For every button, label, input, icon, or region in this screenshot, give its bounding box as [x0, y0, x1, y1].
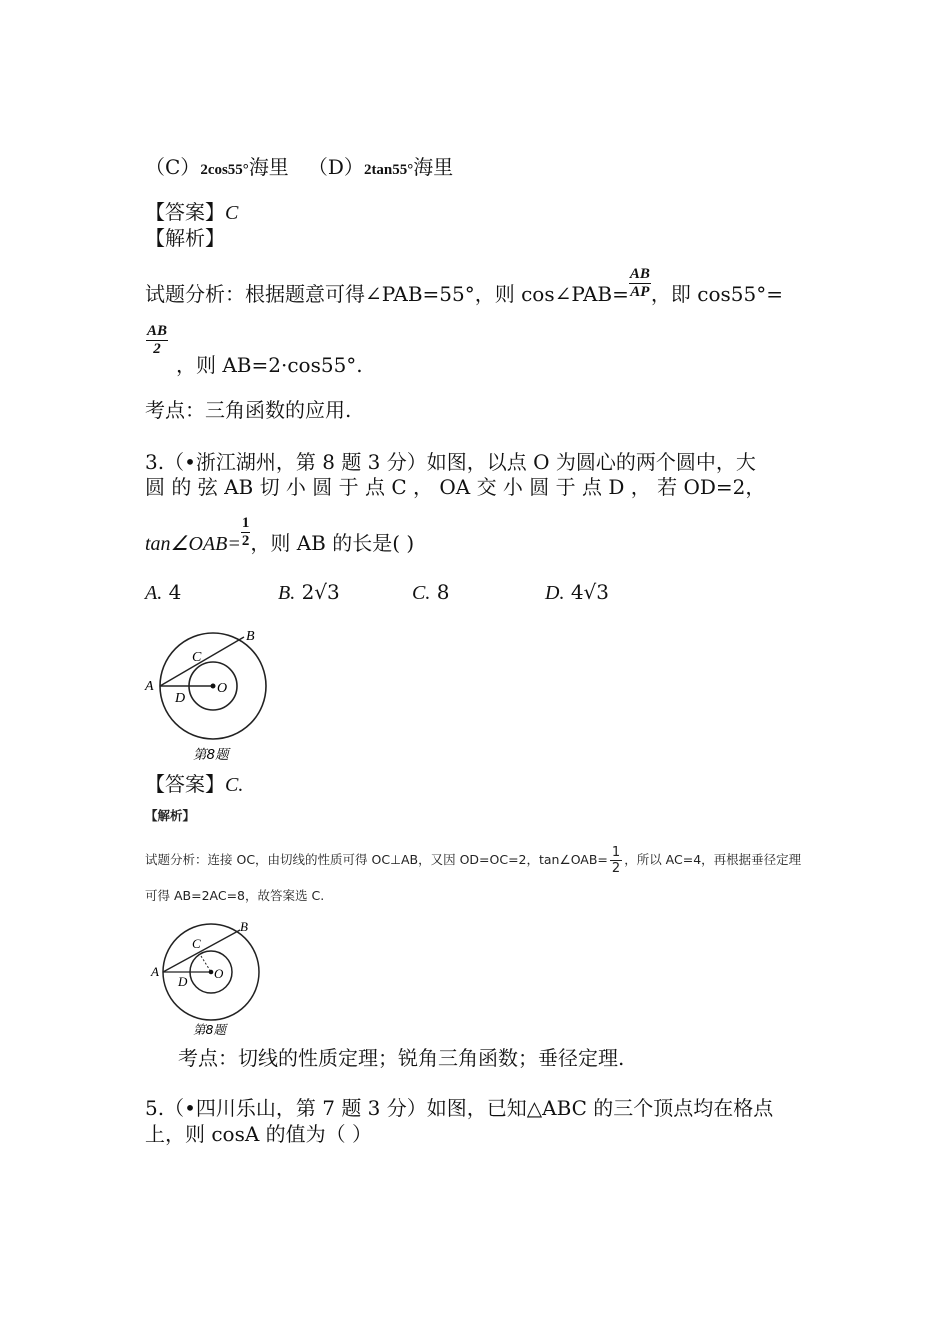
option-d-label: （D） [307, 155, 364, 179]
analysis-text-1b: ，即 cos55°= [650, 282, 783, 306]
fraction-numerator: 1 [241, 515, 250, 531]
q3-line1: 3.（•浙江湖州，第 8 题 3 分）如图，以点 O 为圆心的两个圆中，大 [145, 450, 756, 474]
option-c-unit: 海里 [248, 155, 289, 179]
center-point [211, 684, 216, 689]
fraction-denominator: 2 [153, 341, 161, 357]
q3-line3-b: ，则 AB 的长是( ) [250, 531, 415, 555]
q3-analysis-line2: 可得 AB=2AC=8，故答案选 C. [145, 888, 325, 903]
circles-figure-1 [140, 622, 280, 767]
chord-ab [160, 637, 244, 686]
q2-analysis-line1 [145, 266, 783, 313]
point-label-c: C [192, 650, 202, 665]
chord-ab [163, 930, 240, 972]
figure-caption: 第8题 [193, 747, 229, 763]
circles-figure-2 [148, 916, 278, 1041]
q3-kaodian: 考点：切线的性质定理；锐角三角函数；垂径定理. [178, 1046, 625, 1070]
q3-line2: 圆 的 弦 AB 切 小 圆 于 点 C ， OA 交 小 圆 于 点 D ， 若 OD=2， [145, 475, 766, 499]
point-label-b: B [240, 919, 248, 934]
answer-value: C [225, 202, 239, 224]
fraction-denominator: 2 [241, 533, 250, 549]
q5-line1: 5.（•四川乐山，第 7 题 3 分）如图，已知△ABC 的三个顶点均在格点 [145, 1096, 774, 1120]
q5-line2: 上，则 cosA 的值为（ ） [145, 1122, 373, 1146]
q3-line3-a: tan∠OAB= [145, 533, 241, 555]
point-label-b: B [246, 629, 255, 644]
q2-answer [145, 199, 238, 226]
option-c: C. 8 [412, 580, 450, 604]
options-cd-line [145, 154, 453, 183]
center-point [209, 970, 214, 975]
q2-kaodian: 考点：三角函数的应用. [145, 398, 352, 422]
analysis-text-1: 试题分析：根据题意可得∠PAB=55°，则 cos∠PAB= [145, 282, 629, 306]
segment-oc [201, 956, 211, 972]
option-d-unit: 海里 [413, 155, 454, 179]
point-label-a: A [145, 679, 154, 694]
answer-prefix: 【答案】 [145, 200, 225, 224]
fraction-one-half [241, 515, 251, 550]
option-c-expr: 2cos55° [200, 162, 249, 178]
q3-line3 [145, 515, 415, 562]
figure-caption: 第8题 [193, 1022, 226, 1037]
answer-value: C. [225, 774, 244, 796]
option-d-expr: 2tan55° [363, 162, 414, 178]
analysis-fraction: $\frac{1}{2}$ [611, 845, 621, 876]
point-label-c: C [192, 936, 201, 951]
fraction-ab-2 [146, 323, 168, 358]
answer-prefix: 【答案】 [145, 772, 225, 796]
q3-analysis-label: 【解析】 [145, 808, 196, 823]
fraction-numerator: AB [629, 266, 650, 282]
fraction-denominator: AP [630, 284, 650, 300]
point-label-o: O [217, 681, 228, 696]
q2-analysis-label: 【解析】 [145, 226, 225, 250]
q3-analysis-line1: 试题分析：连接 OC，由切线的性质可得 OC⊥AB，又因 OD=OC=2，tan∠OAB= $\frac{1}{2}$ ，所以 AC=4，再根据垂径定理 [145, 845, 802, 876]
option-b: B. 2√3 [278, 580, 340, 604]
q3-answer [145, 771, 243, 798]
fraction-numerator: AB [147, 323, 168, 339]
point-label-d: D [178, 974, 188, 989]
point-label-o: O [214, 966, 224, 981]
option-a: A. 4 [145, 580, 182, 604]
point-label-a: A [151, 964, 159, 979]
option-c-label: （C） [145, 155, 201, 179]
option-d: D. 4√3 [545, 580, 610, 604]
fraction-ab-ap [629, 266, 651, 301]
q2-analysis-line2: ，则 AB=2·cos55°. [176, 353, 363, 377]
point-label-d: D [175, 691, 186, 706]
